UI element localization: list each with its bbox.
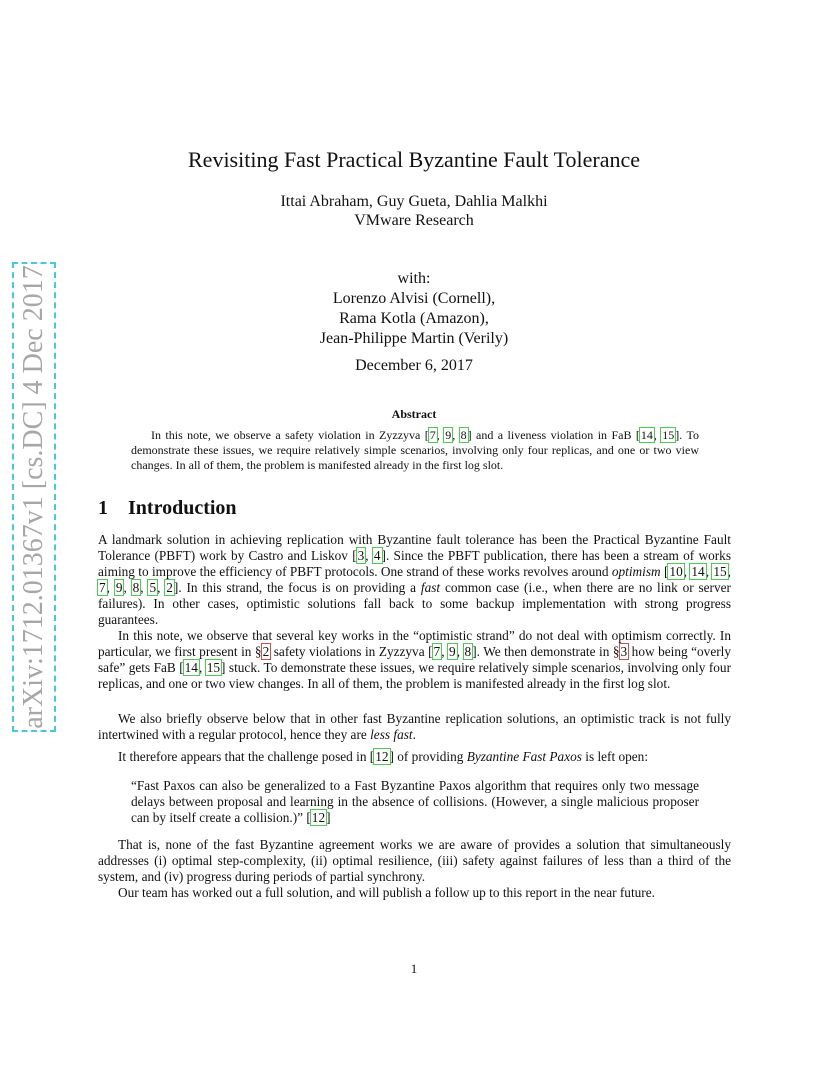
block-quote: “Fast Paxos can also be generalized to a Fast Byzantine Paxos algorithm that requires only two message delays between proposal and learning in the absence of collisions. (However, a single malicious proposer can by itself create a collision.)” [12] [131, 778, 699, 825]
citation-link[interactable]: 9 [445, 428, 452, 442]
citation-link[interactable]: 14 [691, 564, 705, 579]
date: December 6, 2017 [355, 357, 473, 374]
section-title: Introduction [128, 497, 237, 519]
with-label: with: [397, 270, 431, 287]
emphasis: optimism [611, 564, 661, 579]
paper-title: Revisiting Fast Practical Byzantine Fault Tolerance [188, 147, 640, 172]
page-number: 1 [410, 961, 418, 976]
citation-link[interactable]: 8 [460, 428, 467, 442]
citation-link[interactable]: 7 [433, 644, 441, 659]
with-block [0, 269, 828, 349]
citation-link[interactable]: 14 [184, 660, 198, 675]
section-number: 1 [98, 497, 108, 519]
section-ref-link[interactable]: 2 [262, 644, 270, 659]
citation-link[interactable]: 9 [115, 580, 123, 595]
affiliation: VMware Research [354, 212, 474, 229]
citation-link[interactable]: 8 [464, 644, 472, 659]
collaborator: Lorenzo Alvisi (Cornell), [332, 290, 496, 307]
arxiv-stamp: arXiv:1712.01367v1 [cs.DC] 4 Dec 2017 [12, 262, 56, 732]
emphasis: fast [420, 580, 441, 595]
citation-link[interactable]: 15 [206, 660, 221, 675]
emphasis: less fast [370, 727, 413, 742]
section-heading [98, 497, 237, 520]
citation-link[interactable]: 15 [662, 428, 675, 442]
paragraph: Our team has worked out a full solution, and will publish a follow up to this report in the near future. [118, 885, 655, 900]
citation-link[interactable]: 8 [132, 580, 140, 595]
collaborator: Jean-Philippe Martin (Verily) [319, 330, 509, 347]
citation-link[interactable]: 7 [429, 428, 436, 442]
citation-link[interactable]: 2 [166, 580, 173, 595]
paragraph: In this note, we observe that several key works in the “optimistic strand” do not deal with optimism correctly. In particular, we first present in §2 safety violations in Zyzzyva [7, 9, 8]. We then demonstrate in §3 how being “overly safe” gets FaB [14, 15] stuck. To demonstrate these issues, we require relatively simple scenarios, involving only four replicas, and one or two view changes. In all of them, the problem is manifested already in the first log slot. [98, 628, 732, 691]
citation-link[interactable]: 9 [449, 644, 456, 659]
abstract-heading: Abstract [391, 407, 437, 421]
paragraph: We also briefly observe below that in other fast Byzantine replication solutions, an optimistic track is not fully intertwined with a regular protocol, hence they are less fast. [98, 711, 731, 742]
collaborator: Rama Kotla (Amazon), [339, 310, 489, 327]
citation-link[interactable]: 3 [357, 548, 365, 563]
emphasis: Byzantine Fast Paxos [466, 749, 582, 764]
citation-link[interactable]: 14 [640, 428, 653, 442]
citation-link[interactable]: 12 [375, 749, 389, 764]
citation-link[interactable]: 15 [713, 564, 727, 579]
paragraph: A landmark solution in achieving replication with Byzantine fault tolerance has been the Practical Byzantine Fault Tolerance (PBFT) work by Castro and Liskov [3, 4]. Since the PBFT publication, there has been a stream of works aiming to improve the efficiency of PBFT protocols. One strand of these works revolves around optimism [10, 14, 15, 7, 9, 8, 5, 2]. In this strand, the focus is on providing a fast common case (i.e., when there are no link or server failures). In other cases, optimistic solutions fall back to some backup implementation with strong progress guarantees. [98, 532, 731, 627]
abstract-text: In this note, we observe a safety violation in Zyzzyva [7, 9, 8] and a liveness violation in FaB [14, 15]. To demonstrate these issues, we require relatively simple scenarios, involving only four replicas, and one or two view changes. In all of them, the problem is manifested already in the first log slot. [131, 428, 699, 472]
citation-link[interactable]: 10 [669, 564, 683, 579]
citation-link[interactable]: 7 [99, 580, 106, 595]
citation-link[interactable]: 5 [149, 580, 157, 595]
authors: Ittai Abraham, Guy Gueta, Dahlia Malkhi [280, 193, 548, 210]
citation-link[interactable]: 4 [373, 548, 381, 563]
paragraph: It therefore appears that the challenge posed in [12] of providing Byzantine Fast Paxos is left open: [118, 749, 649, 764]
citation-link[interactable]: 12 [311, 810, 326, 825]
section-ref-link[interactable]: 3 [620, 644, 628, 659]
paragraph: That is, none of the fast Byzantine agreement works we are aware of provides a solution that simultaneously addresses (i) optimal step-complexity, (ii) optimal resilience, (iii) safety against failures of less than a third of the system, and (iv) progress during periods of partial synchrony. [98, 837, 731, 884]
